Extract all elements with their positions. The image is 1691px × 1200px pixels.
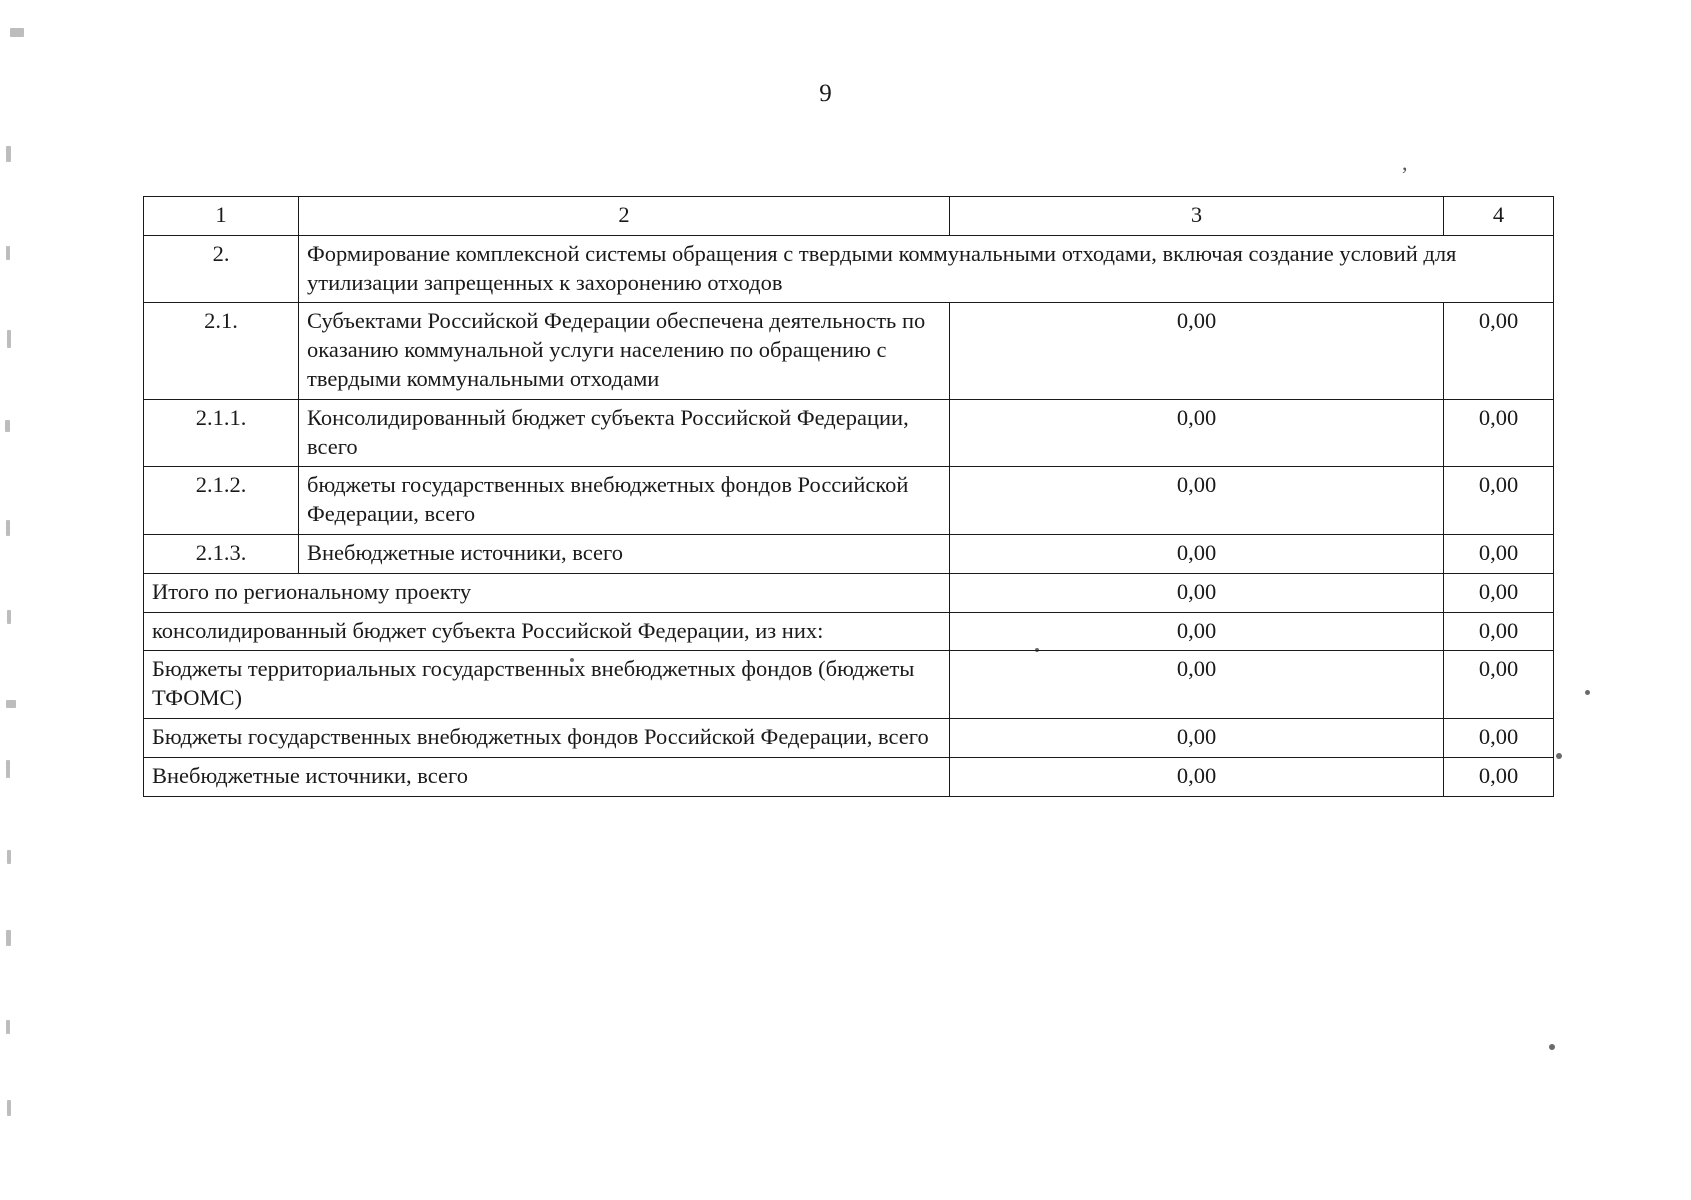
stray-ink-mark: , — [1402, 150, 1408, 175]
column-header-3: 3 — [950, 197, 1444, 236]
summary-value-4: 0,00 — [1444, 651, 1554, 719]
row-name: Внебюджетные источники, всего — [299, 534, 950, 573]
table-summary-row — [144, 718, 1554, 757]
summary-row-name: Бюджеты государственных внебюджетных фондов Российской Федерации, всего — [144, 718, 950, 757]
table-row — [144, 235, 1554, 303]
table-summary-row — [144, 651, 1554, 719]
row-value-3: 0,00 — [950, 399, 1444, 467]
row-name: Субъектами Российской Федерации обеспечена деятельность по оказанию коммунальной услуги населению по обращению с твердыми коммунальными отходами — [299, 303, 950, 399]
column-header-2: 2 — [299, 197, 950, 236]
summary-value-3: 0,00 — [950, 718, 1444, 757]
summary-row-name: Внебюджетные источники, всего — [144, 757, 950, 796]
row-number: 2.1.2. — [144, 467, 299, 535]
page-number: 9 — [819, 80, 832, 107]
summary-value-4: 0,00 — [1444, 612, 1554, 651]
budget-table — [143, 196, 1554, 797]
row-value-4: 0,00 — [1444, 303, 1554, 399]
summary-value-3: 0,00 — [950, 757, 1444, 796]
stray-dot — [1549, 1044, 1555, 1050]
stray-dot — [1556, 753, 1562, 759]
summary-value-4: 0,00 — [1444, 573, 1554, 612]
summary-value-3: 0,00 — [950, 612, 1444, 651]
table-summary-row — [144, 612, 1554, 651]
scan-artifacts — [0, 0, 40, 1200]
row-name: Консолидированный бюджет субъекта Российской Федерации, всего — [299, 399, 950, 467]
table-row — [144, 534, 1554, 573]
row-value-4: 0,00 — [1444, 467, 1554, 535]
table-row — [144, 467, 1554, 535]
table-header-row — [144, 197, 1554, 236]
stray-dot — [1585, 690, 1590, 695]
summary-value-4: 0,00 — [1444, 718, 1554, 757]
row-value-3: 0,00 — [950, 467, 1444, 535]
summary-value-4: 0,00 — [1444, 757, 1554, 796]
summary-row-name: консолидированный бюджет субъекта Российской Федерации, из них: — [144, 612, 950, 651]
row-number: 2.1.3. — [144, 534, 299, 573]
row-name: бюджеты государственных внебюджетных фондов Российской Федерации, всего — [299, 467, 950, 535]
summary-row-name: Итого по региональному проекту — [144, 573, 950, 612]
row-name: Формирование комплексной системы обращения с твердыми коммунальными отходами, включая создание условий для утилизации запрещенных к захоронению отходов — [299, 235, 1554, 303]
summary-row-name: Бюджеты территориальных государственных внебюджетных фондов (бюджеты ТФОМС) — [144, 651, 950, 719]
row-value-3: 0,00 — [950, 303, 1444, 399]
column-header-1: 1 — [144, 197, 299, 236]
row-value-3: 0,00 — [950, 534, 1444, 573]
summary-value-3: 0,00 — [950, 573, 1444, 612]
row-value-4: 0,00 — [1444, 534, 1554, 573]
row-number: 2.1. — [144, 303, 299, 399]
table-summary-row — [144, 757, 1554, 796]
table-row — [144, 399, 1554, 467]
row-number: 2. — [144, 235, 299, 303]
table-row — [144, 303, 1554, 399]
row-number: 2.1.1. — [144, 399, 299, 467]
row-value-4: 0,00 — [1444, 399, 1554, 467]
summary-value-3: 0,00 — [950, 651, 1444, 719]
table-summary-row — [144, 573, 1554, 612]
column-header-4: 4 — [1444, 197, 1554, 236]
